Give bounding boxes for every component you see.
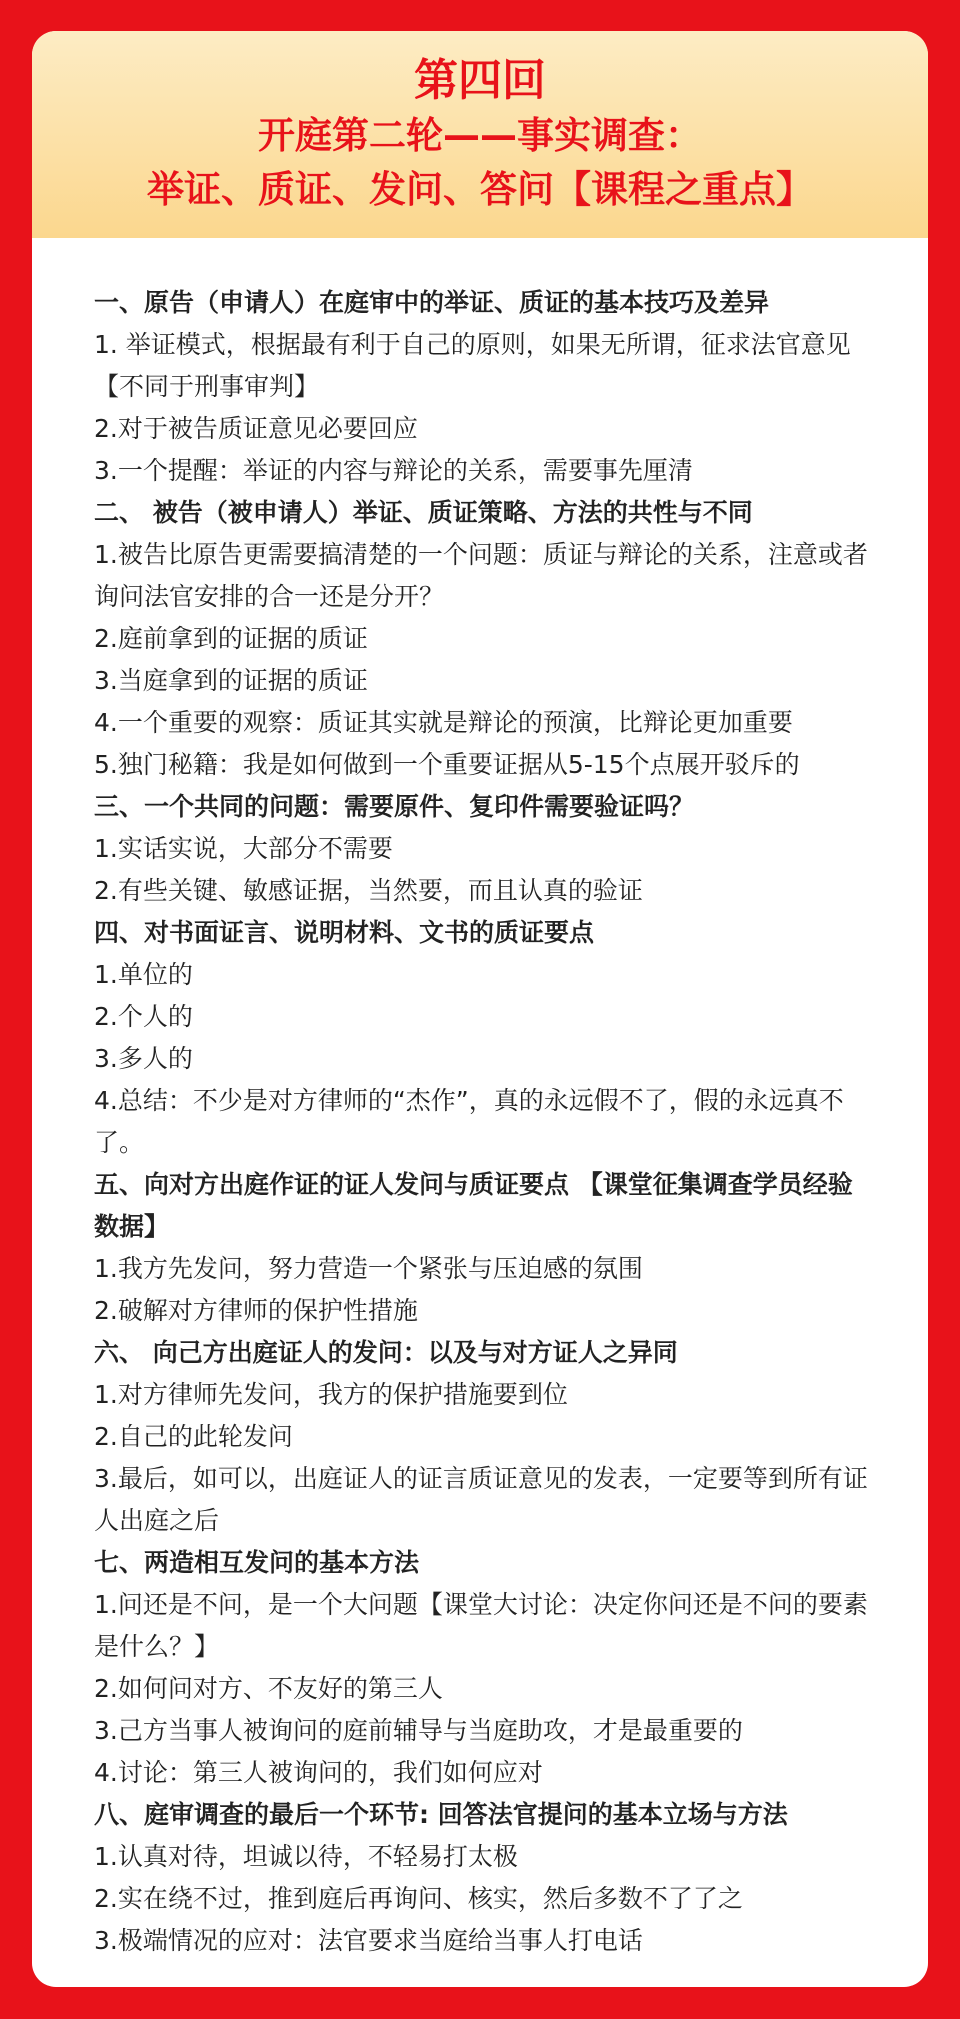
list-item: 3.极端情况的应对：法官要求当庭给当事人打电话 [94,1926,643,1955]
list-item: 4.总结：不少是对方律师的“杰作”，真的永远假不了，假的永远真不了。 [94,1086,844,1157]
page-title: 第四回 [414,55,546,106]
list-item: 1.问还是不问，是一个大问题【课堂大讨论：决定你问还是不问的要素是什么？】 [94,1590,868,1661]
content-card [32,31,928,1987]
section-5 [94,1164,874,1332]
list-item: 1. 举证模式，根据最有利于自己的原则，如果无所谓，征求法官意见【不同于刑事审判】 [94,330,851,401]
list-item: 1.单位的 [94,960,193,989]
list-item: 3.最后，如可以，出庭证人的证言质证意见的发表，一定要等到所有证人出庭之后 [94,1464,868,1535]
list-item: 2.庭前拿到的证据的质证 [94,624,368,653]
list-item: 2.自己的此轮发问 [94,1422,293,1451]
section-4 [94,912,874,1164]
list-item: 2.对于被告质证意见必要回应 [94,414,418,443]
list-item: 3.当庭拿到的证据的质证 [94,666,368,695]
section-7 [94,1542,874,1794]
section-heading: 三、一个共同的问题：需要原件、复印件需要验证吗？ [94,792,695,821]
section-2 [94,492,874,786]
section-heading: 一、原告（申请人）在庭审中的举证、质证的基本技巧及差异 [94,288,770,317]
section-heading: 八、庭审调查的最后一个环节: 回答法官提问的基本立场与方法 [94,1800,788,1829]
list-item: 2.破解对方律师的保护性措施 [94,1296,418,1325]
section-heading: 五、向对方出庭作证的证人发问与质证要点 【课堂征集调查学员经验数据】 [94,1170,853,1241]
list-item: 3.多人的 [94,1044,193,1073]
list-item: 2.个人的 [94,1002,193,1031]
list-item: 2.有些关键、敏感证据，当然要，而且认真的验证 [94,876,643,905]
list-item: 3.一个提醒：举证的内容与辩论的关系，需要事先厘清 [94,456,693,485]
header-banner [32,31,928,238]
section-3 [94,786,874,912]
section-heading: 六、 向己方出庭证人的发问：以及与对方证人之异同 [94,1338,678,1367]
section-8 [94,1794,874,1962]
section-1 [94,282,874,492]
list-item: 2.实在绕不过，推到庭后再询问、核实，然后多数不了了之 [94,1884,743,1913]
subtitle-line-2: 举证、质证、发问、答问【课程之重点】 [147,168,813,211]
list-item: 4.一个重要的观察：质证其实就是辩论的预演，比辩论更加重要 [94,708,793,737]
section-heading: 四、对书面证言、说明材料、文书的质证要点 [94,918,595,947]
section-6 [94,1332,874,1542]
list-item: 1.被告比原告更需要搞清楚的一个问题：质证与辩论的关系，注意或者询问法官安排的合一还是分开？ [94,540,868,611]
subtitle-line-1: 开庭第二轮——事实调查： [258,114,702,157]
list-item: 1.认真对待，坦诚以待，不轻易打太极 [94,1842,518,1871]
list-item: 3.己方当事人被询问的庭前辅导与当庭助攻，才是最重要的 [94,1716,743,1745]
section-heading: 二、 被告（被申请人）举证、质证策略、方法的共性与不同 [94,498,753,527]
list-item: 1.实话实说，大部分不需要 [94,834,393,863]
list-item: 5.独门秘籍：我是如何做到一个重要证据从5-15个点展开驳斥的 [94,750,800,779]
list-item: 4.讨论：第三人被询问的，我们如何应对 [94,1758,543,1787]
list-item: 1.对方律师先发问，我方的保护措施要到位 [94,1380,568,1409]
list-item: 2.如何问对方、不友好的第三人 [94,1674,443,1703]
section-heading: 七、两造相互发问的基本方法 [94,1548,420,1577]
list-item: 1.我方先发问，努力营造一个紧张与压迫感的氛围 [94,1254,643,1283]
course-outline [32,238,874,1962]
